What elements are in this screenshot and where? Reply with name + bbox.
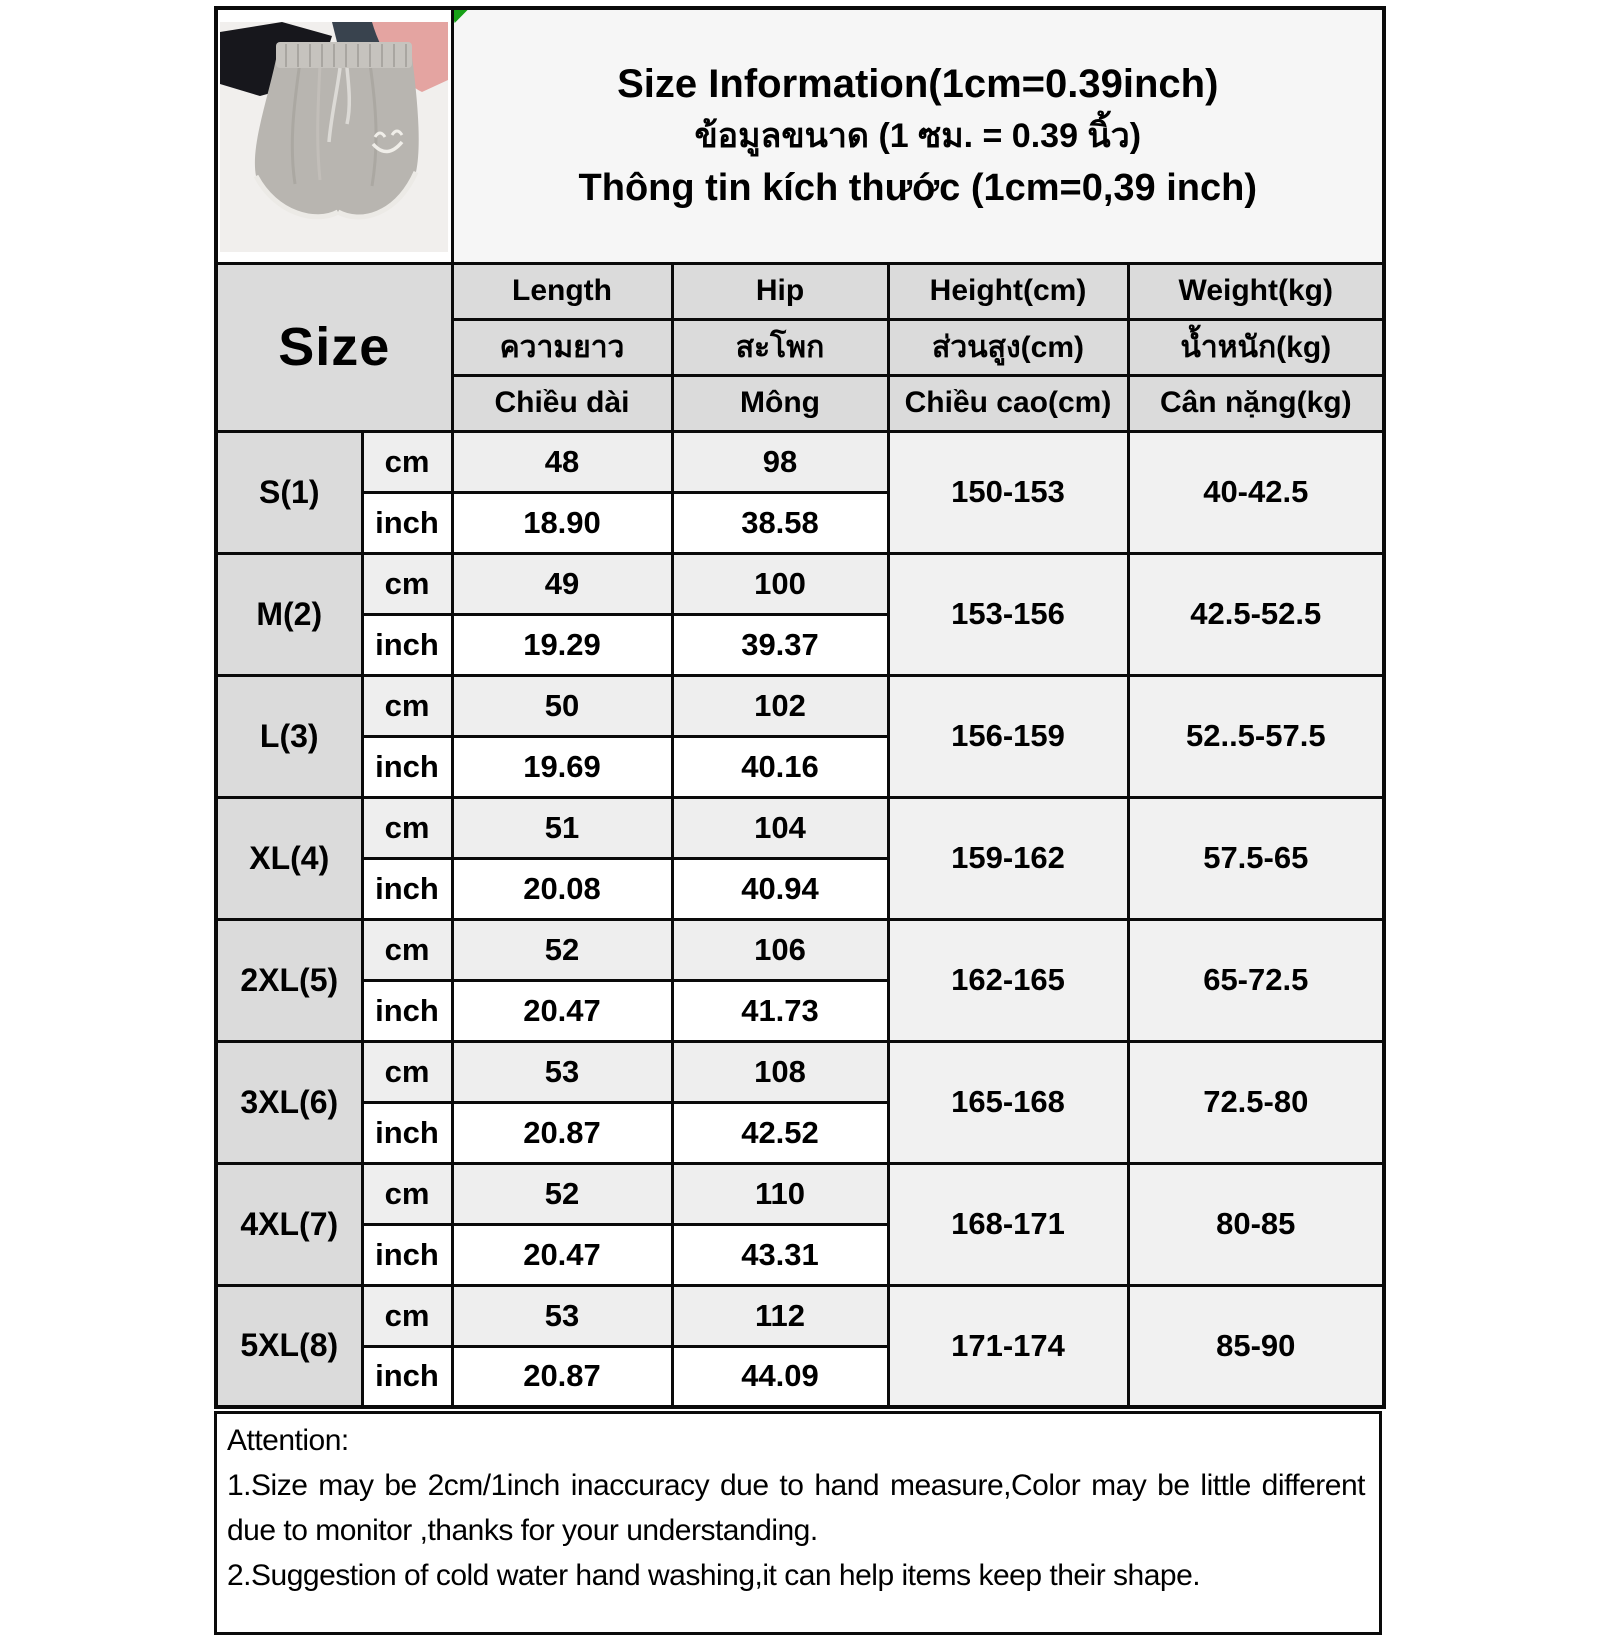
hip-cm-value: 108 — [672, 1041, 888, 1102]
height-range-value: 150-153 — [888, 431, 1128, 553]
title-cell — [452, 8, 1384, 263]
hip-inch-value: 41.73 — [672, 980, 888, 1041]
size-row-cm — [216, 919, 1384, 980]
hip-inch-value: 38.58 — [672, 492, 888, 553]
unit-inch-label: inch — [362, 492, 452, 553]
size-label: L(3) — [216, 675, 362, 797]
col-header-hip-th: สะโพก — [672, 319, 888, 375]
hip-cm-value: 110 — [672, 1163, 888, 1224]
length-cm-value: 52 — [452, 919, 672, 980]
col-header-weight-vi: Cân nặng(kg) — [1128, 375, 1384, 431]
hip-cm-value: 98 — [672, 431, 888, 492]
hip-inch-value: 40.94 — [672, 858, 888, 919]
unit-inch-label: inch — [362, 858, 452, 919]
weight-range-value: 52..5-57.5 — [1128, 675, 1384, 797]
size-label: 3XL(6) — [216, 1041, 362, 1163]
size-label: XL(4) — [216, 797, 362, 919]
hip-cm-value: 112 — [672, 1285, 888, 1346]
weight-range-value: 42.5-52.5 — [1128, 553, 1384, 675]
height-range-value: 156-159 — [888, 675, 1128, 797]
attention-heading: Attention: — [227, 1424, 349, 1457]
unit-cm-label: cm — [362, 431, 452, 492]
unit-inch-label: inch — [362, 736, 452, 797]
unit-inch-label: inch — [362, 1224, 452, 1285]
attention-note-2: 2.Suggestion of cold water hand washing,it can help items keep their shape. — [227, 1559, 1201, 1592]
size-chart-sheet — [214, 6, 1382, 1635]
length-cm-value: 53 — [452, 1285, 672, 1346]
col-header-weight-th: น้ำหนัก(kg) — [1128, 319, 1384, 375]
size-label: 5XL(8) — [216, 1285, 362, 1407]
height-range-value: 162-165 — [888, 919, 1128, 1041]
attention-box — [214, 1411, 1382, 1635]
size-row-cm — [216, 553, 1384, 614]
weight-range-value: 57.5-65 — [1128, 797, 1384, 919]
hip-inch-value: 42.52 — [672, 1102, 888, 1163]
length-inch-value: 20.47 — [452, 980, 672, 1041]
unit-cm-label: cm — [362, 553, 452, 614]
height-range-value: 168-171 — [888, 1163, 1128, 1285]
attention-note-1: 1.Size may be 2cm/1inch inaccuracy due to hand measure,Color may be little different due to monitor ,thanks for your understanding. — [227, 1469, 1365, 1547]
col-header-length-th: ความยาว — [452, 319, 672, 375]
hip-cm-value: 106 — [672, 919, 888, 980]
header-row-en — [216, 263, 1384, 319]
hip-inch-value: 43.31 — [672, 1224, 888, 1285]
unit-inch-label: inch — [362, 980, 452, 1041]
col-header-length-en: Length — [452, 263, 672, 319]
title-th: ข้อมูลขนาด (1 ซม. = 0.39 นิ้ว) — [694, 117, 1142, 156]
length-inch-value: 20.87 — [452, 1102, 672, 1163]
size-row-cm — [216, 1285, 1384, 1346]
weight-range-value: 65-72.5 — [1128, 919, 1384, 1041]
unit-cm-label: cm — [362, 1041, 452, 1102]
unit-inch-label: inch — [362, 614, 452, 675]
length-inch-value: 20.47 — [452, 1224, 672, 1285]
size-table — [214, 6, 1386, 1409]
product-photo-cell — [216, 8, 452, 263]
product-photo — [220, 22, 448, 252]
height-range-value: 153-156 — [888, 553, 1128, 675]
length-inch-value: 19.69 — [452, 736, 672, 797]
hip-inch-value: 40.16 — [672, 736, 888, 797]
height-range-value: 159-162 — [888, 797, 1128, 919]
length-cm-value: 52 — [452, 1163, 672, 1224]
size-row-cm — [216, 1041, 1384, 1102]
col-header-height-vi: Chiều cao(cm) — [888, 375, 1128, 431]
unit-cm-label: cm — [362, 797, 452, 858]
height-range-value: 165-168 — [888, 1041, 1128, 1163]
size-row-cm — [216, 797, 1384, 858]
height-range-value: 171-174 — [888, 1285, 1128, 1407]
length-inch-value: 18.90 — [452, 492, 672, 553]
unit-inch-label: inch — [362, 1102, 452, 1163]
col-header-hip-en: Hip — [672, 263, 888, 319]
length-cm-value: 51 — [452, 797, 672, 858]
size-row-cm — [216, 1163, 1384, 1224]
hip-inch-value: 44.09 — [672, 1346, 888, 1407]
length-inch-value: 20.08 — [452, 858, 672, 919]
shorts-photo-illustration — [220, 22, 448, 252]
col-header-length-vi: Chiều dài — [452, 375, 672, 431]
weight-range-value: 72.5-80 — [1128, 1041, 1384, 1163]
hip-cm-value: 104 — [672, 797, 888, 858]
length-inch-value: 20.87 — [452, 1346, 672, 1407]
size-label: M(2) — [216, 553, 362, 675]
length-cm-value: 48 — [452, 431, 672, 492]
weight-range-value: 80-85 — [1128, 1163, 1384, 1285]
corner-flag-icon — [452, 8, 470, 23]
col-header-height-en: Height(cm) — [888, 263, 1128, 319]
length-cm-value: 49 — [452, 553, 672, 614]
hip-cm-value: 102 — [672, 675, 888, 736]
col-header-hip-vi: Mông — [672, 375, 888, 431]
title-vi: Thông tin kích thước (1cm=0,39 inch) — [578, 166, 1258, 209]
length-cm-value: 53 — [452, 1041, 672, 1102]
size-row-cm — [216, 675, 1384, 736]
unit-inch-label: inch — [362, 1346, 452, 1407]
size-corner-header: Size — [216, 263, 452, 431]
unit-cm-label: cm — [362, 1163, 452, 1224]
hip-cm-value: 100 — [672, 553, 888, 614]
unit-cm-label: cm — [362, 1285, 452, 1346]
unit-cm-label: cm — [362, 675, 452, 736]
size-row-cm — [216, 431, 1384, 492]
unit-cm-label: cm — [362, 919, 452, 980]
size-label: S(1) — [216, 431, 362, 553]
title-row — [216, 8, 1384, 263]
length-cm-value: 50 — [452, 675, 672, 736]
size-label: 2XL(5) — [216, 919, 362, 1041]
size-label: 4XL(7) — [216, 1163, 362, 1285]
length-inch-value: 19.29 — [452, 614, 672, 675]
hip-inch-value: 39.37 — [672, 614, 888, 675]
title-en: Size Information(1cm=0.39inch) — [617, 62, 1219, 107]
weight-range-value: 40-42.5 — [1128, 431, 1384, 553]
col-header-weight-en: Weight(kg) — [1128, 263, 1384, 319]
weight-range-value: 85-90 — [1128, 1285, 1384, 1407]
col-header-height-th: ส่วนสูง(cm) — [888, 319, 1128, 375]
